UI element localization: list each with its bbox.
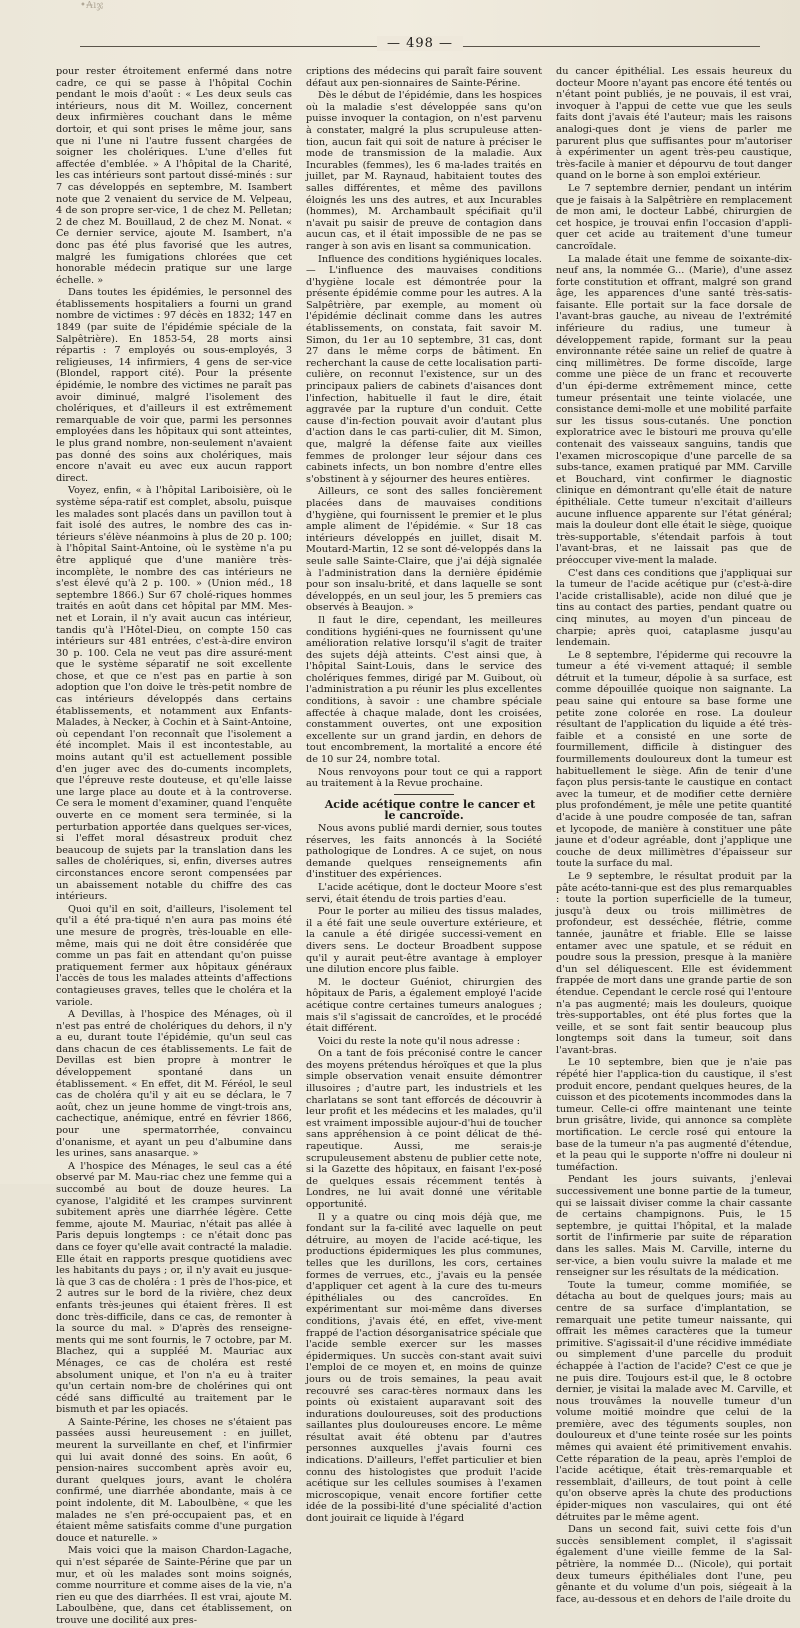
paragraph: A Devillas, à l'hospice des Ménages, où il n'est pas entré de cholériques du dehors, il n'y a eu, durant toute l'épidémie, qu'un seul cas dans chacun de ces établissements. Le fait de Devillas est bien propre à montrer le développement spontané dans un établissement. « En effet, dit M. Féréol, le seul cas de choléra qu'il y ait eu se déclara, le 7 août, chez un jeune homme de vingt-trois ans, cachectique, anémique, entré en février 1866, pour une spermatorrhée, convaincu d'onanisme, et ayant un peu d'albumine dans les urines, sans anasarque. » (56, 1009, 292, 1160)
paragraph: A Sainte-Périne, les choses ne s'étaient pas passées aussi heureusement : en juillet, meurent la surveillante en chef, et l'infirmier qui lui avait donné des soins. En août, 6 pension-naires succombent après avoir eu, durant quelques jours, avant le choléra confirmé, une diarrhée abondante, mais à ce point indolente, dit M. Laboulbène, « que les malades ne s'en pré-occupaient pas, et en étaient même satisfaits comme d'une purgation douce et naturelle. » (56, 1416, 292, 1544)
page-number: — 498 — (377, 36, 463, 51)
paragraph: du cancer épithélial. Les essais heureux du docteur Moore n'ayant pas encore été tentés ou n'étant point publiés, je ne pouvais, il est vrai, invoquer à l'appui de cette vue que les seuls faits dont j'avais été l'auteur; mais les raisons analogi-ques dont je viens de parler me parurent plus que suffisantes pour m'autoriser à expérimenter un agent très-peu caustique, très-facile à manier et dépourvu de tout danger quand on le borne à son emploi extérieur. (556, 66, 792, 182)
paragraph: Nous avons publié mardi dernier, sous toutes réserves, les faits annoncés à la Société pathologique de Londres. A ce sujet, on nous demande quelques renseignements afin d'instituer des expériences. (306, 823, 542, 881)
paragraph: Le 8 septembre, l'épiderme qui recouvre la tumeur a été vi-vement attaqué; il semble détruit et la tumeur, dépolie à sa surface, est comme dépouillée quoique non saignante. La peau saine qui entoure sa base forme une petite zone colorée en rose. La douleur résultant de l'application du liquide a été très-faible et a consisté en une sorte de fourmillement, difficile à distinguer des fourmillements douloureux dont la tumeur est habituellement le siège. Afin de tenir d'une façon plus persis-tante le caustique en contact avec la tumeur, et de modifier cette dernière plus profondément, je mêle une petite quantité d'acide à une poudre composée de tan, safran et lycopode, de manière à constituer une pâte jaune et d'odeur agréable, dont j'applique une couche de deux millimètres d'épaisseur sur toute la surface du mal. (556, 649, 792, 870)
article-title: Acide acétique contre le cancer et le cancroïde. (324, 797, 536, 823)
paragraph: On a tant de fois préconisé contre le cancer des moyens prétendus héroïques et que la plus simple observation venait ensuite démontrer illusoires ; d'autre part, les industriels et les charlatans se sont tant efforcés de découvrir à leur profit et les médecins et les malades, qu'il est vraiment impossible aujour-d'hui de toucher sans appréhension à ce point délicat de thé-rapeutique. Aussi, me serais-je scrupuleusement abstenu de publier cette note, si la Gazette des hôpitaux, en faisant l'ex-posé de quelques essais récemment tentés à Londres, ne lui avait donné une véritable opportunité. (306, 1048, 542, 1210)
page-header (80, 36, 760, 58)
paragraph: Ailleurs, ce sont des salles foncièrement placées dans de mauvaises conditions d'hygiène, qui fournissent le premier et le plus ample aliment de l'épidémie. « Sur 18 cas intérieurs développés en juillet, disait M. Moutard-Martin, 12 se sont dé-veloppés dans la seule salle Sainte-Claire, que j'ai déjà signalée à l'administration dans la dernière épidémie pour son insalu-brité, et dans laquelle se sont développés, en un seul jour, les 5 premiers cas observés à Beaujon. » (306, 486, 542, 614)
paragraph: Pour le porter au milieu des tissus malades, il a été fait une seule ouverture extérieure, et la canule a été dirigée successi-vement en divers sens. Le docteur Broadbent suppose qu'il y aurait peut-être avantage à employer une dilution encore plus faible. (306, 906, 542, 976)
paragraph: Le 7 septembre dernier, pendant un intérim que je faisais à la Salpêtrière en remplacement de mon ami, le docteur Labbé, chirurgien de cet hospice, je trouvai enfin l'occasion d'appli-quer cet acide au traitement d'une tumeur cancroïdale. (556, 182, 792, 252)
paragraph: Il y a quatre ou cinq mois déjà que, me fondant sur la fa-cilité avec laquelle on peut détruire, au moyen de l'acide acé-tique, les productions épidermiques les plus communes, telles que les durillons, les cors, certaines formes de verrues, etc., j'avais eu la pensée d'appliquer cet agent à la cure des tu-meurs épithéliales ou des cancroïdes. En expérimentant sur moi-même dans diverses conditions, j'avais été, en effet, vive-ment frappé de l'action désorganisatrice spéciale que l'acide semble exercer sur les masses épidermiques. Un succès con-stant avait suivi l'emploi de ce moyen et, en moins de quinze jours ou de trois semaines, la peau avait recouvré ses carac-tères normaux dans les points où existaient auparavant soit des indurations douloureuses, soit des productions saillantes plus douloureuses encore. Le même résultat avait été obtenu par d'autres personnes auxquelles j'avais fourni ces indications. D'ailleurs, l'effet particulier et bien connu des histologistes que produit l'acide acétique sur les cellules soumises à l'examen microscopique, venait encore fortifier cette idée de la possibi-lité d'une spécialité d'action dont jouirait ce liquide à l'égard (306, 1211, 542, 1525)
paragraph: criptions des médecins qui paraît faire souvent défaut aux pen-sionnaires de Sainte-Périne. (306, 66, 542, 89)
edge-marks: •₳ıჯ (80, 0, 104, 11)
column-1 (56, 66, 292, 1628)
paragraph: Toute la tumeur, comme momifiée, se détacha au bout de quelques jours; mais au centre de sa surface d'implantation, se remarquait une petite tumeur naissante, qui offrait les mêmes caractères que la tumeur primitive. S'agissait-il d'une récidive immédiate ou simplement d'une parcelle du produit échappée à l'action de l'acide? C'est ce que je ne puis dire. Toujours est-il que, le 8 octobre dernier, je visitai la malade avec M. Carville, et nous trouvâmes la nouvelle tumeur d'un volume moitié moindre que celui de la première, avec des téguments souples, non douloureux et d'une teinte rosée sur les points mêmes qui avaient été primitivement envahis. Cette réparation de la peau, après l'emploi de l'acide acétique, était très-remarquable et ressemblait, d'ailleurs, de tout point à celle qu'on observe après la chute des productions épider-miques non vasculaires, qui ont été détruites par le même agent. (556, 1279, 792, 1523)
paragraph: Voici du reste la note qu'il nous adresse : (318, 1035, 521, 1047)
paragraph: Pendant les jours suivants, j'enlevai successivement une bonne partie de la tumeur, qui se laissait diviser comme la chair cassante de certains champignons. Puis, le 15 septembre, je quittai l'hôpital, et la malade sortit de l'infirmerie par suite de réparation dans les salles. Mais M. Carville, interne du ser-vice, a bien voulu suivre la malade et me renseigner sur les résultats de la médication. (556, 1174, 792, 1279)
paragraph: M. le docteur Guéniot, chirurgien des hôpitaux de Paris, a également employé l'acide acétique contre certaines tumeurs analogues ; mais s'il s'agissait de cancroïdes, et le procédé était différent. (306, 976, 542, 1035)
paragraph: Nous renvoyons pour tout ce qui a rapport au traitement à la Revue prochaine. (306, 766, 542, 790)
paragraph: A l'hospice des Ménages, le seul cas a été observé par M. Mau-riac chez une femme qui a succombé au bout de douze heures. La cyanose, l'algidité et les crampes survinrent subitement après une diarrhée légère. Cette femme, ajoute M. Mauriac, n'était pas allée à Paris depuis longtemps : ce n'était donc pas dans ce foyer qu'elle avait contracté la maladie. Elle était en rapports presque quotidiens avec les habitants du pays ; or, il n'y avait eu jusque-là que 3 cas de choléra : 1 près de l'hos-pice, et 2 autres sur le bord de la rivière, chez deux enfants très-jeunes qui étaient frères. Il est donc très-difficile, dans ce cas, de remonter à la source du mal. » D'après des renseigne-ments qui me sont fournis, le 7 octobre, par M. Blachez, qui a suppléé M. Mauriac aux Ménages, ce cas de choléra est resté absolument unique, et l'on n'a eu à traiter qu'un certain nom-bre de cholérines qui ont cédé sans difficulté au traitement par le bismuth et par les opiacés. (56, 1160, 292, 1416)
text-columns (56, 66, 792, 1626)
paragraph: Voyez, enfin, « à l'hôpital Lariboisière, où le système sépa-ratif est complet, absolu, puisque les malades sont placés dans un pavillon tout à fait isolé des autres, le nombre des cas in-térieurs s'élève néanmoins à plus de 20 p. 100; à l'hôpital Saint-Antoine, où le système n'a pu être appliqué que d'une manière très-incomplète, le nombre des cas intérieurs ne s'est élevé qu'à 2 p. 100. » (Union méd., 18 septembre 1866.) Sur 67 cholé-riques hommes traités en août dans cet hôpital par MM. Mes-net et Lorain, il n'y avait aucun cas intérieur, tandis qu'à l'Hôtel-Dieu, on compte 150 cas intérieurs sur 481 entrées, c'est-à-dire environ 30 p. 100. Cela ne veut pas dire assuré-ment que le système séparatif ne soit excellente chose, et que ce n'est pas en partie à son adoption que l'on doive le très-petit nombre de cas intérieurs développés dans certains établissements, et notamment aux Enfants-Malades, à Necker, à Cochin et à Saint-Antoine, où cependant l'on reconnaît que l'isolement a été incomplet. Mais il est incontestable, au moins autant qu'il est actuellement possible d'en juger avec des do-cuments incomplets, que l'épreuve reste douteuse, et qu'elle laisse une large place au doute et à la controverse. Ce sera le moment d'examiner, quand l'enquête ouverte en ce moment sera terminée, si la perturbation apportée dans quelques ser-vices, si l'effet moral désastreux produit chez beaucoup de sujets par la translation dans les salles de cholériques, si, enfin, diverses autres circonstances encore seront compensées par un abaissement notable du chiffre des cas intérieurs. (56, 485, 292, 903)
paragraph: La malade était une femme de soixante-dix-neuf ans, la nommée G... (Marie), d'une assez forte constitution et offrant, malgré son grand âge, les apparences d'une santé très-satis-faisante. Elle portait sur la face dorsale de l'avant-bras gauche, au niveau de l'extrémité inférieure du radius, une tumeur à développement rapide, formant sur la peau environnante rétée saine un relief de quatre à cinq millimètres. De forme discoïde, large comme une pièce de un franc et recouverte d'un épi-derme extrêmement mince, cette tumeur présentait une teinte violacée, une consistance demi-molle et une mobilité parfaite sur les tissus sous-cutanés. Une ponction exploratrice avec le bistouri me prouva qu'elle contenait des vaisseaux sanguins, tandis que l'examen microscopique d'une parcelle de sa subs-tance, examen pratiqué par MM. Carville et Bouchard, vint confirmer le diagnostic clinique en démontrant qu'elle était de nature épithéliale. Cette tumeur n'excitait d'ailleurs aucune influence apparente sur l'état général; mais la douleur dont elle était le siège, quoique très-supportable, s'étendait parfois à tout l'avant-bras, et ne laissait pas que de préoccuper vive-ment la malade. (556, 253, 792, 566)
paragraph: Quoi qu'il en soit, d'ailleurs, l'isolement tel qu'il a été pra-tiqué n'en aura pas moins été une mesure de progrès, très-louable en elle-même, mais qui ne doit être considérée que comme un pas fait en attendant qu'on puisse pratiquement fermer aux hôpitaux généraux l'accès de tous les malades atteints d'affections contagieuses graves, telles que le choléra et la variole. (56, 903, 292, 1008)
paragraph: Dans toutes les épidémies, le personnel des établissements hospitaliers a fourni un grand nombre de victimes : 97 décès en 1832; 147 en 1849 (par suite de l'épidémie spéciale de la Salpêtrière). En 1853-54, 28 morts ainsi répartis : 7 employés ou sous-employés, 3 religieuses, 14 infirmiers, 4 gens de ser-vice (Blondel, rapport cité). Pour la présente épidémie, le nombre des victimes ne paraît pas avoir diminué, malgré l'isolement des cholériques, et d'ailleurs il est extrêmement remarquable de voir que, parmi les personnes employées dans les hôpitaux qui sont atteintes, le plus grand nombre, non-seulement n'avaient pas donné des soins aux cholériques, mais encore n'avait eu avec eux aucun rapport direct. (56, 287, 292, 484)
column-3 (556, 66, 792, 1628)
paragraph: Le 10 septembre, bien que je n'aie pas répété hier l'applica-tion du caustique, il s'est produit encore, pendant quelques heures, de la cuisson et des picotements incommodes dans la tumeur. Celle-ci offre maintenant une teinte brun grisâtre, livide, qui annonce sa complète mortification. Le cercle rosé qui entoure la base de la tumeur n'a pas augmenté d'étendue, et la peau qui le supporte n'offre ni douleur ni tuméfaction. (556, 1057, 792, 1173)
paragraph: Le 9 septembre, le résultat produit par la pâte acéto-tanni-que est des plus remarquables : toute la portion superficielle de la tumeur, jusqu'à deux ou trois millimètres de profondeur, est desséchée, flétrie, comme tannée, jaunâtre et friable. Elle se laisse entamer avec une spatule, et se réduit en poudre sous la pression, presque à la manière d'un sel déliquescent. Elle est évidemment frappée de mort dans une grande partie de son étendue. Cependant le cercle rosé qui l'entoure n'a pas augmenté; mais les douleurs, quoique très-supportables, ont été plus fortes que la veille, et se sont fait sentir beaucoup plus longtemps soit dans la tumeur, soit dans l'avant-bras. (556, 870, 792, 1056)
paragraph: Mais voici que la maison Chardon-Lagache, qui n'est séparée de Sainte-Périne que par un mur, et où les malades sont moins soignés, comme nourriture et comme aises de la vie, n'a rien eu que des diarrhées. Il est vrai, ajoute M. Laboulbène, que, dans cet établissement, on trouve une docilité aux pres- (56, 1545, 292, 1626)
paragraph: Dès le début de l'épidémie, dans les hospices où la maladie s'est développée sans qu'on puisse invoquer la contagion, on n'est parvenu à constater, malgré la plus scrupuleuse atten-tion, aucun fait qui soit de nature à préciser le mode de transmission de la maladie. Aux Incurables (femmes), les 6 ma-lades traités en juillet, par M. Raynaud, habitaient toutes des salles différentes, et même des pavillons éloignés les uns des autres, et aux Incurables (hommes), M. Archambault spécifiait qu'il n'avait pu saisir de preuve de contagion dans aucun cas, et il était impossible de ne pas se ranger à son avis en lisant sa communication. (306, 90, 542, 252)
paragraph: pour rester étroitement enfermé dans notre cadre, ce qui se passe à l'hôpital Cochin pendant le mois d'août : « Les deux seuls cas intérieurs, nous dit M. Woillez, concernent deux infirmières couchant dans le même dortoir, et qui sont prises le même jour, sans que ni l'une ni l'autre fussent chargées de soigner les cholériques. L'une d'elles fut affectée d'emblée. » A l'hôpital de la Charité, les cas intérieurs sont partout dissé-minés : sur 7 cas développés en septembre, M. Isambert note que 2 venaient du service de M. Velpeau, 4 de son propre ser-vice, 1 de chez M. Pelletan; 2 de chez M. Bouillaud, 2 de chez M. Nonat. « Ce dernier service, ajoute M. Isambert, n'a donc pas été plus favorisé que les autres, malgré les fumigations chlorées que cet honorable médecin pratique sur une large échelle. » (56, 66, 292, 286)
column-2 (306, 66, 542, 1628)
paragraph: L'acide acétique, dont le docteur Moore s'est servi, était étendu de trois parties d'eau. (306, 881, 542, 905)
paragraph: Il faut le dire, cependant, les meilleures conditions hygiéni-ques ne fournissent qu'une amélioration relative lorsqu'il s'agit de traiter des sujets déjà atteints. C'est ainsi que, à l'hôpital Saint-Louis, dans le service des cholériques femmes, dirigé par M. Guibout, où l'administration a pu réunir les plus excellentes conditions, à savoir : une chambre spéciale affectée à chaque malade, dont les croisées, constamment ouvertes, ont une exposition excellente sur un grand jardin, en dehors de tout encombrement, la mortalité a encore été de 10 sur 24, nombre total. (306, 614, 542, 766)
section-divider (394, 794, 454, 795)
paragraph: Influence des conditions hygiéniques locales. — L'influence des mauvaises conditions d'hygiène locale est démontrée pour la présente épidémie comme pour les autres. A la Salpêtrière, par exemple, au moment où l'épidémie déclinait comme dans les autres établissements, on constata, fait savoir M. Simon, du 1er au 10 septembre, 31 cas, dont 27 dans le même corps de bâtiment. En recherchant la cause de cette localisation parti-culière, on reconnut l'existence, sur un des principaux paliers de cabinets d'aisances dont l'infection, habituelle il faut le dire, était aggravée par la rupture d'un conduit. Cette cause d'in-fection pouvait avoir d'autant plus d'action dans le cas parti-culier, dit M. Simon, que, malgré la défense faite aux vieilles femmes de prolonger leur séjour dans ces cabinets infects, un bon nombre d'entre elles s'obstinent à y séjourner des heures entières. (306, 253, 542, 485)
paragraph: Dans un second fait, suivi cette fois d'un succès sensiblement complet, il s'agissait également d'une vieille femme de la Sal-pêtrière, la nommée D... (Nicole), qui portait deux tumeurs épithéliales dont l'une, peu gênante et du volume d'un pois, siégeait à la face, au-dessous et en dehors de l'aile droite du (556, 1524, 792, 1605)
paragraph: C'est dans ces conditions que j'appliquai sur la tumeur de l'acide acétique pur (c'est-à-dire l'acide cristallisable), acide non dilué que je tins au contact des parties, pendant quatre ou cinq minutes, au moyen d'un pinceau de charpie; après quoi, cataplasme jusqu'au lendemain. (556, 567, 792, 649)
